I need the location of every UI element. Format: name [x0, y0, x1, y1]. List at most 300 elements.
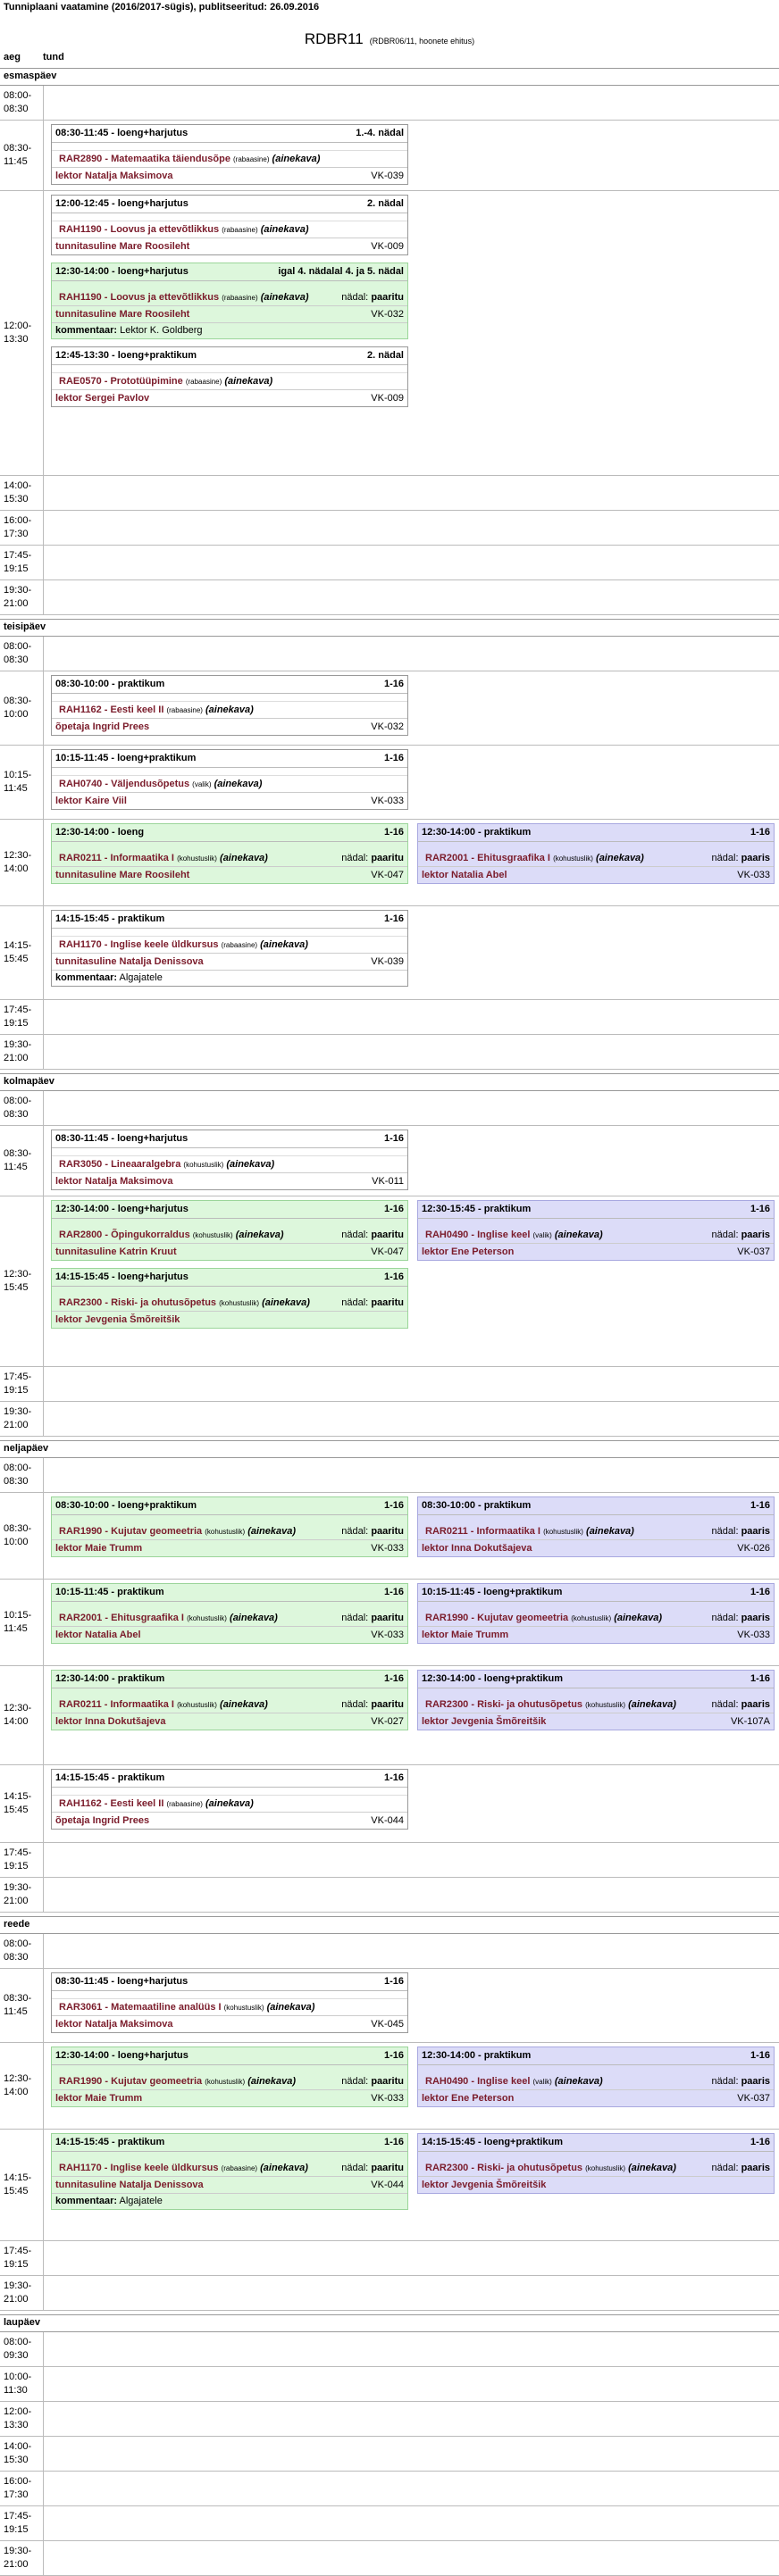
week-parity-value: paaritu [371, 1297, 404, 1308]
slot-cells [44, 746, 779, 819]
slot-cells [44, 2472, 779, 2505]
ainekava-link[interactable]: (ainekava) [235, 1230, 284, 1240]
course-line [52, 776, 407, 793]
time-slot: 16:00-17:30 [0, 2472, 44, 2505]
time-slot-row [0, 1969, 779, 2043]
time-slot-row [0, 580, 779, 615]
lesson-header [52, 1201, 407, 1219]
slot-column [417, 1200, 775, 1361]
ainekava-link[interactable]: (ainekava) [260, 2163, 308, 2173]
course-link[interactable]: RAH0490 - Inglise keel [425, 1230, 531, 1240]
teacher-link[interactable]: lektor Natalja Maksimova [55, 171, 173, 181]
teacher-link[interactable]: lektor Natalia Abel [55, 1630, 141, 1640]
time-slot-row [0, 2437, 779, 2472]
room-label: VK-033 [371, 796, 404, 806]
week-parity-value: paaris [741, 1526, 770, 1537]
course-type: (kohustuslik) [205, 1528, 246, 1536]
lesson-header [52, 125, 407, 143]
time-slot-row [0, 2241, 779, 2276]
time-slot-row [0, 2043, 779, 2130]
lesson-header [418, 1201, 774, 1219]
lesson-spacer [52, 694, 407, 702]
comment-line [52, 970, 407, 986]
ainekava-link[interactable]: (ainekava) [247, 1526, 297, 1537]
ainekava-link[interactable]: (ainekava) [260, 224, 309, 235]
time-slot: 17:45-19:15 [0, 546, 44, 579]
lesson-spacer [418, 1515, 774, 1523]
slot-cells [44, 637, 779, 671]
course-info [59, 1159, 274, 1170]
lesson-spacer [418, 1219, 774, 1227]
week-parity-value: paaritu [371, 1230, 404, 1240]
teacher-link[interactable]: lektor Maie Trumm [55, 2093, 143, 2104]
teacher-link[interactable]: lektor Inna Dokutšajeva [55, 1716, 166, 1727]
week-parity [341, 853, 404, 863]
slot-cells [44, 906, 779, 999]
lesson-header [52, 1130, 407, 1148]
course-link[interactable]: RAR1990 - Kujutav geomeetria [425, 1613, 569, 1623]
lesson-spacer [52, 929, 407, 937]
time-slot-row [0, 1878, 779, 1913]
course-type: (rabaasine) [166, 1800, 203, 1808]
time-slot: 19:30-21:00 [0, 1402, 44, 1436]
lesson-header [418, 1584, 774, 1602]
slot-column [51, 2133, 408, 2235]
course-link[interactable]: RAR0211 - Informaatika I [425, 1526, 540, 1537]
slot-cells [44, 2437, 779, 2471]
course-line [418, 1227, 774, 1244]
slot-cells [44, 191, 779, 475]
ainekava-link[interactable]: (ainekava) [262, 1297, 310, 1308]
lesson-card [51, 1769, 408, 1830]
time-slot-row [0, 1035, 779, 1070]
course-link[interactable]: RAH0740 - Väljendusõpetus [59, 779, 190, 789]
room-label: VK-039 [371, 956, 404, 967]
slot-column [51, 823, 408, 900]
time-slot: 08:30-10:00 [0, 671, 44, 745]
course-link[interactable]: RAR1990 - Kujutav geomeetria [59, 2076, 203, 2087]
lesson-time: 08:30-11:45 - loeng+harjutus [55, 128, 188, 138]
week-parity-label: nädal: [711, 2163, 739, 2173]
course-type: (kohustuslik) [187, 1614, 227, 1622]
lesson-time: 12:30-14:00 - loeng+praktikum [422, 1673, 564, 1684]
lesson-weeks: 1-16 [383, 2137, 404, 2147]
lesson-weeks: 1-16 [750, 1204, 770, 1214]
time-slot: 17:45-19:15 [0, 1367, 44, 1401]
slot-column [417, 823, 775, 900]
room-label: VK-032 [371, 721, 404, 732]
week-parity-value: paaris [741, 2076, 770, 2087]
lesson-time: 12:30-14:00 - loeng+harjutus [55, 2050, 188, 2061]
lesson-header [52, 347, 407, 365]
lesson-time: 12:30-14:00 - praktikum [422, 2050, 532, 2061]
ainekava-link[interactable]: (ainekava) [586, 1526, 634, 1537]
time-slot: 19:30-21:00 [0, 1035, 44, 1069]
time-slot: 10:00-11:30 [0, 2367, 44, 2401]
course-type: (kohustuslik) [177, 1701, 217, 1709]
ainekava-link[interactable]: (ainekava) [628, 2163, 676, 2173]
course-link[interactable]: RAR2800 - Õpingukorraldus [59, 1230, 190, 1240]
time-slot-row [0, 191, 779, 476]
time-slot: 12:30-15:45 [0, 1196, 44, 1366]
lesson-time: 10:15-11:45 - loeng+praktikum [422, 1587, 563, 1597]
course-type: (kohustuslik) [205, 2078, 246, 2086]
week-parity-value: paaris [741, 1230, 770, 1240]
lesson-spacer [52, 1515, 407, 1523]
time-slot: 14:00-15:30 [0, 2437, 44, 2471]
teacher-link[interactable]: tunnitasuline Natalja Denissova [55, 2180, 204, 2190]
lesson-card [51, 1268, 408, 1329]
lesson-spacer [418, 2152, 774, 2160]
lesson-card [51, 675, 408, 736]
teacher-line [52, 1540, 407, 1556]
course-type: (valik) [532, 1231, 552, 1239]
page-header: Tunniplaani vaatamine (2016/2017-sügis), publitseeritud: 26.09.2016 [4, 2, 320, 13]
course-line [52, 1523, 407, 1540]
week-parity [341, 1613, 404, 1623]
lesson-card [417, 2047, 775, 2107]
course-link[interactable]: RAR0211 - Informaatika I [59, 853, 174, 863]
room-label: VK-033 [371, 1543, 404, 1554]
ainekava-link[interactable]: (ainekava) [596, 853, 644, 863]
week-parity-value: paaritu [371, 2076, 404, 2087]
teacher-line [52, 954, 407, 970]
time-slot: 16:00-17:30 [0, 511, 44, 545]
time-slot: 17:45-19:15 [0, 2241, 44, 2275]
course-line [418, 2160, 774, 2177]
lesson-card [51, 1583, 408, 1644]
course-line [52, 937, 407, 954]
lesson-spacer [52, 281, 407, 289]
group-code: RDBR11 [304, 30, 364, 47]
day-header: kolmapäev [0, 1073, 779, 1091]
week-parity-label: nädal: [341, 2076, 369, 2087]
course-info [59, 779, 262, 789]
course-link[interactable]: RAH0490 - Inglise keel [425, 2076, 531, 2087]
week-parity-value: paaris [741, 2163, 770, 2173]
time-slot: 14:15-15:45 [0, 1765, 44, 1842]
time-slot-row [0, 637, 779, 671]
lesson-weeks: 1-16 [383, 1587, 404, 1597]
teacher-line [52, 2177, 407, 2193]
course-link[interactable]: RAR3061 - Matemaatiline analüüs I [59, 2002, 222, 2013]
course-link[interactable]: RAR2001 - Ehitusgraafika I [425, 853, 550, 863]
lesson-card [417, 1583, 775, 1644]
time-slot: 17:45-19:15 [0, 1000, 44, 1034]
ainekava-link[interactable]: (ainekava) [224, 376, 273, 387]
teacher-line [52, 306, 407, 322]
slot-column [51, 1200, 408, 1361]
ainekava-link[interactable]: (ainekava) [554, 2076, 603, 2087]
week-parity-label: nädal: [341, 2163, 369, 2173]
lesson-card [51, 1972, 408, 2033]
slot-cells [44, 2241, 779, 2275]
lesson-weeks: 1.-4. nädal [356, 128, 404, 138]
course-link[interactable]: RAH1190 - Loovus ja ettevõtlikkus [59, 224, 220, 235]
teacher-link[interactable]: lektor Jevgenia Šmõreitšik [422, 1716, 547, 1727]
lesson-time: 12:30-14:00 - praktikum [422, 827, 532, 838]
lesson-time: 14:15-15:45 - praktikum [55, 913, 165, 924]
lesson-spacer [52, 1148, 407, 1156]
group-title [0, 30, 779, 52]
comment-label: kommentaar: [55, 972, 118, 983]
slot-cells [44, 1969, 779, 2042]
course-link[interactable]: RAH1190 - Loovus ja ettevõtlikkus [59, 292, 220, 303]
course-type: (rabaasine) [222, 226, 258, 234]
lesson-card [51, 263, 408, 339]
teacher-line [52, 1813, 407, 1829]
ainekava-link[interactable]: (ainekava) [214, 779, 263, 789]
time-slot: 08:30-10:00 [0, 1493, 44, 1579]
lesson-weeks: 1-16 [383, 1204, 404, 1214]
course-link[interactable]: RAR2300 - Riski- ja ohutusõpetus [59, 1297, 217, 1308]
lesson-weeks: 1-16 [750, 1587, 770, 1597]
slot-column [417, 1496, 775, 1573]
time-slot: 12:30-14:00 [0, 820, 44, 905]
teacher-link[interactable]: lektor Kaire Viil [55, 796, 127, 806]
slot-column [51, 675, 408, 739]
teacher-line [52, 1713, 407, 1730]
course-info [59, 1526, 296, 1537]
time-slot-row [0, 1367, 779, 1402]
time-slot: 08:00-09:30 [0, 2332, 44, 2366]
room-label: VK-039 [371, 171, 404, 181]
week-parity-value: paaritu [371, 853, 404, 863]
ainekava-link[interactable]: (ainekava) [220, 853, 268, 863]
ainekava-link[interactable]: (ainekava) [220, 1699, 268, 1710]
lesson-card [417, 1670, 775, 1730]
lesson-weeks: 1-16 [383, 827, 404, 838]
course-info [59, 1699, 268, 1710]
week-parity-label: nädal: [711, 1613, 739, 1623]
course-link[interactable]: RAH1162 - Eesti keel II [59, 1798, 164, 1809]
slot-cells [44, 1402, 779, 1436]
time-slot-row [0, 2472, 779, 2506]
slot-cells [44, 2332, 779, 2366]
week-parity-value: paaris [741, 1613, 770, 1623]
week-parity [341, 1297, 404, 1308]
lesson-card [417, 2133, 775, 2194]
lesson-time: 14:15-15:45 - loeng+praktikum [422, 2137, 564, 2147]
course-link[interactable]: RAR1990 - Kujutav geomeetria [59, 1526, 203, 1537]
slot-cells [44, 86, 779, 120]
time-slot: 08:00-08:30 [0, 1458, 44, 1492]
time-slot-row [0, 1196, 779, 1367]
course-link[interactable]: RAR2300 - Riski- ja ohutusõpetus [425, 1699, 583, 1710]
lesson-header [52, 911, 407, 929]
ainekava-link[interactable]: (ainekava) [260, 939, 308, 950]
teacher-link[interactable]: lektor Natalia Abel [422, 870, 507, 880]
teacher-link[interactable]: lektor Jevgenia Šmõreitšik [55, 1314, 180, 1325]
lesson-card [51, 1670, 408, 1730]
week-parity [341, 2163, 404, 2173]
time-slot-row [0, 2332, 779, 2367]
teacher-link[interactable]: lektor Maie Trumm [55, 1543, 143, 1554]
schedule [0, 68, 779, 2576]
time-slot-row [0, 511, 779, 546]
slot-column [51, 1583, 408, 1660]
course-link[interactable]: RAR2890 - Matemaatika täiendusõpe [59, 154, 230, 164]
time-slot: 08:00-08:30 [0, 637, 44, 671]
lesson-header [52, 750, 407, 768]
lesson-time: 12:30-14:00 - loeng+harjutus [55, 1204, 188, 1214]
course-type: (kohustuslik) [585, 2164, 626, 2172]
ainekava-link[interactable]: (ainekava) [260, 292, 309, 303]
day-header: reede [0, 1916, 779, 1934]
teacher-link[interactable]: tunnitasuline Natalja Denissova [55, 956, 204, 967]
lesson-time: 12:30-15:45 - praktikum [422, 1204, 532, 1214]
slot-cells [44, 2402, 779, 2436]
slot-cells [44, 671, 779, 745]
lesson-card [51, 1496, 408, 1557]
time-slot-row [0, 2276, 779, 2311]
week-parity-label: nädal: [711, 1699, 739, 1710]
time-slot: 14:15-15:45 [0, 2130, 44, 2240]
day-header: laupäev [0, 2314, 779, 2332]
week-parity-value: paaritu [371, 2163, 404, 2173]
slot-cells [44, 1493, 779, 1579]
teacher-line [52, 168, 407, 184]
week-parity-label: nädal: [711, 1230, 739, 1240]
teacher-link[interactable]: lektor Natalja Maksimova [55, 1176, 173, 1187]
course-info [59, 154, 320, 164]
course-line [52, 1156, 407, 1173]
course-link[interactable]: RAR2300 - Riski- ja ohutusõpetus [425, 2163, 583, 2173]
week-parity-value: paaris [741, 853, 770, 863]
teacher-link[interactable]: lektor Sergei Pavlov [55, 393, 150, 404]
lesson-time: 12:00-12:45 - loeng+harjutus [55, 198, 188, 209]
time-slot: 12:30-14:00 [0, 2043, 44, 2129]
course-line [52, 1227, 407, 1244]
time-slot: 19:30-21:00 [0, 2541, 44, 2575]
time-slot: 12:00-13:30 [0, 191, 44, 475]
slot-column [51, 195, 408, 470]
teacher-link[interactable]: tunnitasuline Mare Roosileht [55, 870, 190, 880]
ainekava-link[interactable]: (ainekava) [554, 1230, 603, 1240]
lesson-spacer [52, 1602, 407, 1610]
lesson-spacer [52, 213, 407, 221]
ainekava-link[interactable]: (ainekava) [226, 1159, 275, 1170]
slot-column [51, 910, 408, 994]
teacher-line [418, 1540, 774, 1556]
ainekava-link[interactable]: (ainekava) [614, 1613, 663, 1623]
week-parity-label: nädal: [341, 292, 369, 303]
slot-cells [44, 1367, 779, 1401]
lesson-time: 08:30-10:00 - praktikum [422, 1500, 532, 1511]
course-info [59, 1613, 278, 1623]
slot-column [51, 749, 408, 813]
ainekava-link[interactable]: (ainekava) [266, 2002, 315, 2013]
week-parity [712, 1230, 770, 1240]
teacher-link[interactable]: lektor Maie Trumm [422, 1630, 509, 1640]
slot-column [417, 1670, 775, 1759]
course-link[interactable]: RAR2001 - Ehitusgraafika I [59, 1613, 184, 1623]
comment-text: Lektor K. Goldberg [120, 325, 203, 336]
ainekava-link[interactable]: (ainekava) [230, 1613, 278, 1623]
time-slot: 08:30-11:45 [0, 1969, 44, 2042]
teacher-link[interactable]: tunnitasuline Mare Roosileht [55, 241, 190, 252]
course-link[interactable]: RAR0211 - Informaatika I [59, 1699, 174, 1710]
room-label: VK-037 [737, 2093, 770, 2104]
lesson-header [418, 824, 774, 842]
time-slot: 17:45-19:15 [0, 1843, 44, 1877]
time-slot: 10:15-11:45 [0, 1580, 44, 1665]
lesson-weeks: 1-16 [383, 1133, 404, 1144]
lesson-spacer [52, 842, 407, 850]
teacher-link[interactable]: lektor Inna Dokutšajeva [422, 1543, 532, 1554]
time-slot-row [0, 2506, 779, 2541]
teacher-link[interactable]: õpetaja Ingrid Prees [55, 1815, 150, 1826]
slot-cells [44, 1091, 779, 1125]
teacher-link[interactable]: lektor Ene Peterson [422, 1246, 515, 1257]
teacher-link[interactable]: lektor Jevgenia Šmõreitšik [422, 2180, 547, 2190]
course-line [52, 1696, 407, 1713]
week-parity [712, 853, 770, 863]
week-parity [712, 1526, 770, 1537]
course-line [52, 702, 407, 719]
teacher-link[interactable]: tunnitasuline Katrin Kruut [55, 1246, 177, 1257]
ainekava-link[interactable]: (ainekava) [205, 1798, 254, 1809]
ainekava-link[interactable]: (ainekava) [628, 1699, 676, 1710]
ainekava-link[interactable]: (ainekava) [247, 2076, 297, 2087]
lesson-time: 08:30-11:45 - loeng+harjutus [55, 1133, 188, 1144]
lesson-weeks: 2. nädal [367, 198, 404, 209]
time-slot-row [0, 2130, 779, 2241]
teacher-link[interactable]: lektor Ene Peterson [422, 2093, 515, 2104]
time-slot-row [0, 476, 779, 511]
lesson-weeks: 1-16 [383, 1772, 404, 1783]
lesson-header [52, 1497, 407, 1515]
teacher-link[interactable]: tunnitasuline Mare Roosileht [55, 309, 190, 320]
time-slot: 08:00-08:30 [0, 1934, 44, 1968]
course-line [52, 1796, 407, 1813]
slot-cells [44, 2541, 779, 2575]
lesson-weeks: 1-16 [383, 1271, 404, 1282]
lesson-spacer [418, 1602, 774, 1610]
teacher-line [52, 390, 407, 406]
course-type: (rabaasine) [222, 294, 258, 302]
lesson-time: 14:15-15:45 - loeng+harjutus [55, 1271, 188, 1282]
course-type: (kohustuslik) [223, 2004, 264, 2012]
lesson-weeks: 2. nädal [367, 350, 404, 361]
slot-cells [44, 121, 779, 190]
ainekava-link[interactable]: (ainekava) [205, 704, 254, 715]
course-link[interactable]: RAE0570 - Prototüüpimine [59, 376, 183, 387]
course-line [418, 850, 774, 867]
course-info [59, 853, 268, 863]
course-info [59, 292, 309, 303]
lesson-time: 10:15-11:45 - loeng+praktikum [55, 753, 197, 763]
slot-column [417, 1583, 775, 1660]
course-type: (kohustuslik) [553, 854, 593, 863]
time-slot: 08:30-11:45 [0, 121, 44, 190]
teacher-link[interactable]: lektor Natalja Maksimova [55, 2019, 173, 2030]
ainekava-link[interactable]: (ainekava) [272, 154, 321, 164]
time-slot-row [0, 1402, 779, 1437]
teacher-link[interactable]: õpetaja Ingrid Prees [55, 721, 150, 732]
time-slot-row [0, 1934, 779, 1969]
course-link[interactable]: RAR3050 - Lineaaralgebra [59, 1159, 181, 1170]
time-slot-row [0, 1666, 779, 1765]
course-link[interactable]: RAH1162 - Eesti keel II [59, 704, 164, 715]
lesson-spacer [52, 1688, 407, 1696]
room-label: VK-033 [371, 2093, 404, 2104]
teacher-line [52, 793, 407, 809]
course-info [425, 853, 644, 863]
lesson-weeks: 1-16 [750, 1673, 770, 1684]
course-link[interactable]: RAH1170 - Inglise keele üldkursus [59, 2163, 219, 2173]
course-link[interactable]: RAH1170 - Inglise keele üldkursus [59, 939, 219, 950]
